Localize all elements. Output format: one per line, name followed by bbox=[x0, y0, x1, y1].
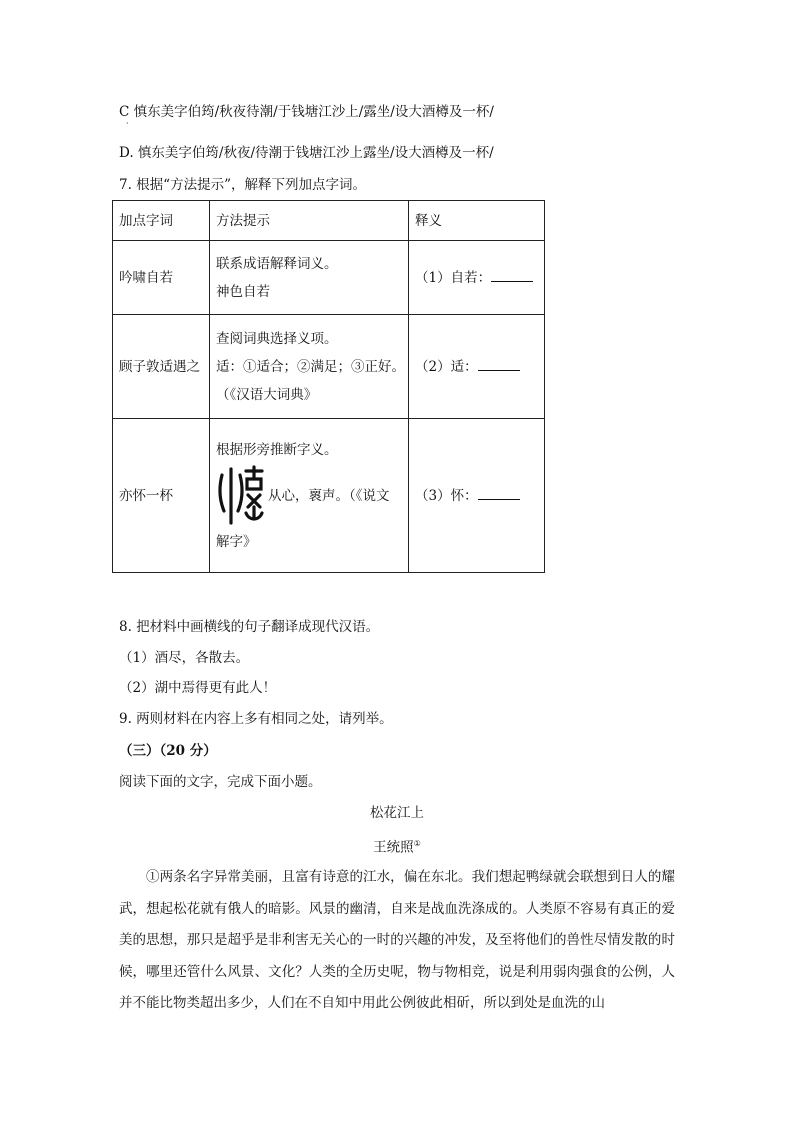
question-9-prompt: 9. 两则材料在内容上多有相同之处，请列举。 bbox=[119, 711, 393, 727]
table-row bbox=[113, 241, 545, 315]
word-cell: 亦怀一杯 bbox=[113, 419, 210, 573]
table-row bbox=[113, 315, 545, 419]
method-line: 查阅词典选择义项。 bbox=[216, 330, 338, 347]
answer-blank[interactable] bbox=[478, 356, 520, 371]
question-8-prompt: 8. 把材料中画横线的句子翻译成现代汉语。 bbox=[119, 619, 380, 635]
section-heading: （三）（20 分） bbox=[119, 743, 217, 759]
passage-author bbox=[0, 834, 794, 858]
method-line: 适：①适合；②满足；③正好。 bbox=[216, 358, 405, 375]
method-cell bbox=[210, 315, 409, 419]
answer-blank[interactable] bbox=[478, 485, 520, 500]
answer-label: （2）适： bbox=[415, 358, 478, 375]
header-method: 方法提示 bbox=[210, 201, 409, 241]
emphasis-dot: · bbox=[126, 119, 129, 128]
author-name: 王统照 bbox=[373, 839, 414, 856]
method-line: 根据形旁推断字义。 bbox=[216, 441, 338, 458]
answer-label: （3）怀： bbox=[415, 487, 478, 504]
answer-cell bbox=[409, 419, 545, 573]
method-cell bbox=[210, 241, 409, 315]
method-line: （《汉语大词典》 bbox=[216, 386, 318, 403]
header-word: 加点字词 bbox=[113, 201, 210, 241]
question-8-item: （2）湖中焉得更有此人！ bbox=[119, 680, 277, 696]
seal-script-huai-icon bbox=[216, 465, 266, 527]
answer-label: （1）自若： bbox=[415, 269, 492, 286]
method-line: 从心，褱声。（《说文 bbox=[268, 487, 390, 504]
method-line: 神色自若 bbox=[216, 283, 270, 300]
method-line: 解字》 bbox=[216, 533, 257, 550]
method-line: 联系成语解释词义。 bbox=[216, 255, 338, 272]
table-header-row bbox=[113, 201, 545, 241]
header-meaning: 释义 bbox=[409, 201, 545, 241]
method-cell bbox=[210, 419, 409, 573]
seal-script-row bbox=[216, 464, 408, 528]
author-footnote-mark: ① bbox=[413, 839, 421, 848]
passage-title: 松花江上 bbox=[370, 805, 424, 821]
question-8-item: （1）酒尽，各散去。 bbox=[119, 650, 250, 666]
word-cell: 吟啸自若 bbox=[113, 241, 210, 315]
reading-instruction: 阅读下面的文字，完成下面小题。 bbox=[119, 774, 322, 790]
passage-paragraph: ①两条名字异常美丽，且富有诗意的江水，偏在东北。我们想起鸭绿就会联想到日人的耀武，想起松花就有俄人的暗影。风景的幽清，自来是战血洗涤成的。人类原不容易有真正的爱美的思想，那只是超乎是非利害无关心的一时的兴趣的冲发，及至将他们的兽性尽情发散的时候，哪里还管什么风景、文化？人类的全历史呢，物与物相竞，说是利用弱肉强食的公例，人并不能比物类超出多少，人们在不自知中用此公例彼此相斫，所以到处是血洗的山 bbox=[119, 869, 675, 1011]
table-row bbox=[113, 419, 545, 573]
answer-cell bbox=[409, 241, 545, 315]
answer-cell bbox=[409, 315, 545, 419]
option-d: D. 慎东美字伯筠/秋夜/待潮于钱塘江沙上露坐/设大酒樽及一杯/ bbox=[119, 145, 494, 161]
answer-blank[interactable] bbox=[491, 267, 533, 282]
method-table bbox=[112, 200, 545, 573]
option-c: C 慎东美字伯筠/秋夜待潮/于钱塘江沙上/露坐/设大酒樽及一杯/ bbox=[119, 104, 494, 120]
word-cell: 顾子敦适遇之 bbox=[113, 315, 210, 419]
question-7-prompt: 7. 根据“方法提示”，解释下列加点字词。 bbox=[119, 177, 366, 193]
